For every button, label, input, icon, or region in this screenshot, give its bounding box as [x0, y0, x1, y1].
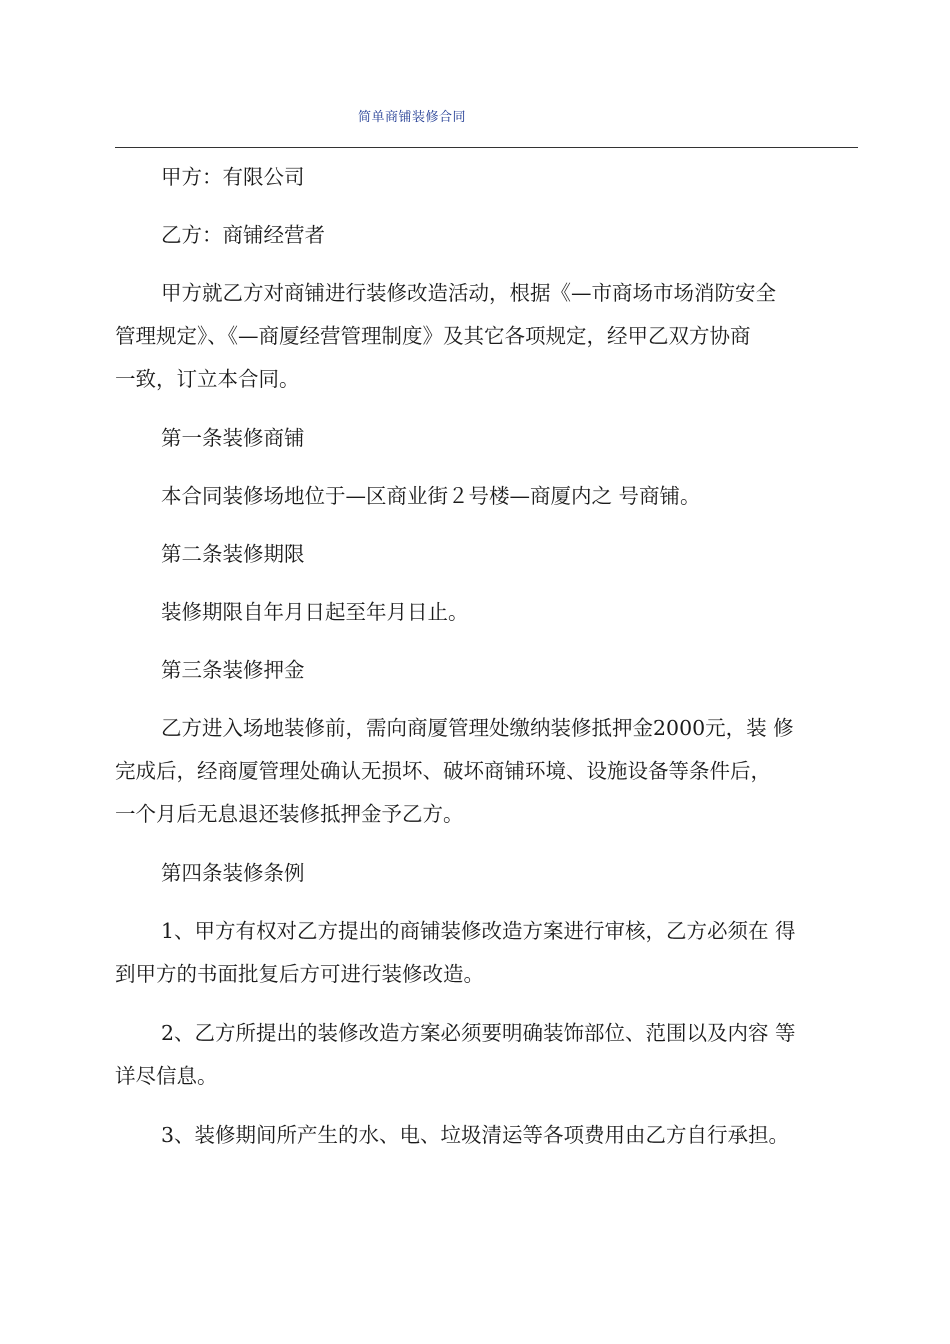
article-2-heading — [115, 533, 858, 576]
text-line: 第二条装修期限 — [161, 542, 305, 566]
text-line: 2、乙方所提出的装修改造方案必须要明确装饰部位、范围以及内容 等 — [161, 1021, 796, 1045]
text-line: 乙方进入场地装修前，需向商厦管理处缴纳装修抵押金2000元，装 修 — [161, 716, 794, 740]
text-line: 第四条装修条例 — [161, 861, 305, 885]
text-line: 装修期限自年月日起至年月日止。 — [161, 600, 469, 624]
text-line: 第三条装修押金 — [161, 658, 305, 682]
party-a — [115, 156, 858, 199]
article-3-heading — [115, 649, 858, 692]
article-3-body — [115, 707, 858, 836]
text-line: 管理规定》、《—商厦经营管理制度》及其它各项规定，经甲乙双方协商 — [115, 324, 751, 348]
text-line: 到甲方的书面批复后方可进行装修改造。 — [115, 962, 484, 986]
text-line: 3、装修期间所产生的水、电、垃圾清运等各项费用由乙方自行承担。 — [161, 1123, 790, 1147]
article-4-item-2 — [115, 1012, 858, 1098]
party-b — [115, 214, 858, 257]
article-4-item-3 — [115, 1114, 858, 1157]
article-1-heading — [115, 417, 858, 460]
text-line: 本合同装修场地位于—区商业街２号楼—商厦内之 号商铺。 — [161, 484, 701, 508]
article-4-item-1 — [115, 910, 858, 996]
article-1-body — [115, 475, 858, 518]
text-line: 1、甲方有权对乙方提出的商铺装修改造方案进行审核，乙方必须在 得 — [161, 919, 796, 943]
text-line: 一致，订立本合同。 — [115, 367, 300, 391]
preamble-paragraph — [115, 272, 858, 401]
header-title: 简单商铺装修合同 — [358, 110, 467, 125]
text-line: 甲方：有限公司 — [161, 165, 305, 189]
article-4-heading — [115, 852, 858, 895]
contract-body — [115, 156, 858, 1172]
text-line: 完成后，经商厦管理处确认无损坏、破坏商铺环境、设施设备等条件后， — [115, 759, 771, 783]
text-line: 详尽信息。 — [115, 1064, 218, 1088]
text-line: 一个月后无息退还装修抵押金予乙方。 — [115, 802, 464, 826]
article-2-body — [115, 591, 858, 634]
text-line: 第一条装修商铺 — [161, 426, 305, 450]
text-line: 乙方：商铺经营者 — [161, 223, 325, 247]
text-line: 甲方就乙方对商铺进行装修改造活动，根据《—市商场市场消防安全 — [161, 281, 776, 305]
header-divider — [115, 147, 858, 148]
